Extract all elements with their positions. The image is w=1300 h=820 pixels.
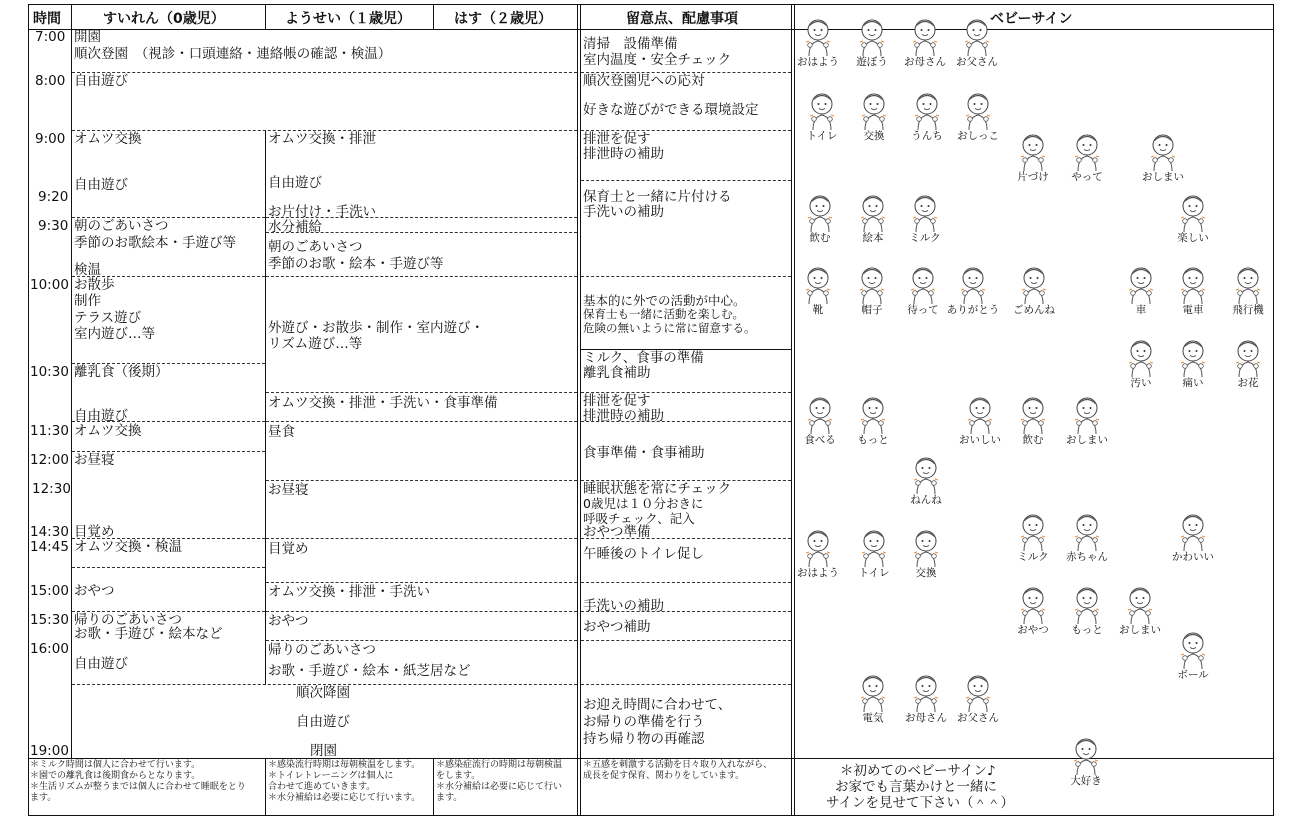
note-milk: ミルク、食事の準備 (583, 350, 704, 366)
time-1200: 12:00 (30, 452, 69, 468)
c0-craft: 制作 (74, 293, 101, 309)
baby-sign-label: ミルク (909, 232, 941, 244)
table-right-border (1273, 4, 1274, 815)
baby-sign-label: やって (1071, 171, 1103, 183)
baby-sign-label: お父さん (956, 56, 998, 68)
c0-songs: 季節のお歌絵本・手遊び等 (74, 235, 236, 251)
note-enjoy: 保育士も一緒に活動を楽しむ。 (583, 307, 744, 321)
baby-sign-figure-icon (854, 264, 890, 306)
baby-sign-label: おはよう (797, 567, 839, 579)
baby-sign-label: 車 (1135, 304, 1147, 316)
baby-sign-label: お花 (1237, 377, 1259, 389)
baby-sign-figure-icon (855, 672, 891, 714)
baby-sign-figure-icon (800, 16, 836, 58)
c1-wake: 目覚め (268, 541, 309, 557)
header-time: 時間 (33, 11, 61, 27)
baby-sign-figure-icon (960, 672, 996, 714)
note-weaning: 離乳食補助 (583, 365, 651, 381)
c0-walk: お散歩 (74, 277, 115, 293)
time-column-border (71, 4, 72, 758)
time-1600: 16:00 (30, 641, 69, 657)
c1-divider (266, 392, 577, 393)
baby-sign-label: 汚い (1130, 377, 1152, 389)
all-arrive: 順次登園 （視診・口頭連絡・連絡帳の確認・検温） (74, 46, 392, 62)
c1-divider (266, 611, 577, 612)
col0-col1-divider (265, 130, 266, 685)
baby-sign-figure-icon (955, 264, 991, 306)
baby-sign-label: おやつ (1017, 624, 1049, 636)
baby-sign-label: おしまい (1119, 624, 1161, 636)
baby-sign-figure-icon (1015, 584, 1051, 626)
footer-c2-4: ます。 (436, 793, 463, 803)
c1-divider (266, 421, 577, 422)
baby-sign-figure-icon (855, 394, 891, 436)
note-arrival: 順次登園児への応対 (583, 73, 705, 89)
table-top-border (28, 4, 1274, 5)
notes-divider (581, 180, 791, 181)
baby-sign-figure-icon (802, 394, 838, 436)
note-tidy: 保育士と一緒に片付ける (583, 189, 732, 205)
baby-sign-figure-icon (1122, 584, 1158, 626)
baby-sign-figure-icon (1123, 337, 1159, 379)
baby-sign-figure-icon (908, 454, 944, 496)
baby-sign-figure-icon (1069, 131, 1105, 173)
baby-sign-label: お母さん (904, 56, 946, 68)
baby-sign-figure-icon (909, 90, 945, 132)
note-ten-min: 0歳児は１０分おきに (583, 496, 704, 511)
baby-sign-figure-icon (856, 527, 892, 569)
header-bottom-border (28, 29, 1274, 30)
time-1430: 14:30 (30, 524, 69, 540)
footer-c1-3: 合わせて進めていきます。 (268, 782, 376, 792)
c1-songs-2: お歌・手遊び・絵本・紙芝居など (268, 663, 471, 679)
c1-diaper-3: オムツ交換・排泄・手洗い (268, 584, 430, 600)
note-breath: 呼吸チェック、記入 (583, 511, 695, 526)
c0-free-play-3: 自由遊び (74, 656, 128, 672)
col0-right-border (265, 4, 266, 30)
c1-divider (266, 640, 577, 641)
c1-nap: お昼寝 (268, 482, 309, 498)
baby-sign-label: 電車 (1182, 304, 1204, 316)
baby-sign-figure-icon (962, 394, 998, 436)
baby-sign-figure-icon (959, 16, 995, 58)
baby-sign-figure-icon (907, 16, 943, 58)
notes-divider (581, 276, 791, 277)
baby-sign-figure-icon (855, 192, 891, 234)
note-sleep-check: 睡眠状態を常にチェック (583, 481, 732, 497)
baby-sign-figure-icon (1068, 735, 1104, 777)
note-pickup: お迎え時間に合わせて、 (583, 697, 732, 713)
footer-c1-2: ＊トイレトレーニングは個人に (268, 771, 394, 781)
c1-outdoor: 外遊び・お散歩・制作・室内遊び・ (268, 320, 484, 336)
note-toilet-help-2: 排泄時の補助 (583, 408, 664, 424)
all-depart-free-play: 自由遊び (296, 714, 350, 730)
time-1445: 14:45 (30, 539, 69, 555)
baby-sign-figure-icon (1069, 584, 1105, 626)
footer-c0-3: ＊生活リズムが整うまでは個人に合わせて睡眠をとり (30, 782, 246, 792)
footer-notes-1: ＊五感を刺激する活動を日々取り入れながら、 (583, 760, 773, 770)
baby-sign-figure-icon (1015, 131, 1051, 173)
baby-sign-figure-icon (800, 264, 836, 306)
c0-terrace: テラス遊び (74, 310, 142, 326)
notes-left-border-2 (580, 4, 581, 815)
c1-greeting: 朝のごあいさつ (268, 239, 363, 255)
header-baby-sign: ベビーサイン (990, 11, 1073, 27)
note-meal: 食事準備・食事補助 (583, 445, 705, 461)
baby-sign-figure-icon (908, 527, 944, 569)
time-0920: 9:20 (38, 189, 69, 205)
baby-sign-label: 交換 (863, 130, 885, 142)
baby-sign-label: 飲む (809, 232, 831, 244)
c0-snack: おやつ (74, 583, 115, 599)
table-left-border (28, 4, 29, 815)
c0-indoor: 室内遊び…等 (74, 326, 155, 342)
time-0800: 8:00 (35, 73, 66, 89)
baby-sign-label: 楽しい (1177, 232, 1209, 244)
col1-right-border (433, 4, 434, 30)
c1-cleanup: お片付け・手洗い (268, 204, 376, 220)
c0-free-play: 自由遊び (74, 177, 128, 193)
baby-sign-label: 赤ちゃん (1066, 551, 1108, 563)
col0-right-border-lower (265, 758, 266, 815)
footer-c1-1: ＊感染流行時期は毎朝検温をします。 (268, 760, 421, 770)
baby-sign-label: 交換 (915, 567, 937, 579)
all-close: 閉園 (310, 743, 337, 759)
baby-sign-figure-icon (804, 90, 840, 132)
baby-sign-figure-icon (802, 192, 838, 234)
baby-sign-label: お母さん (905, 712, 947, 724)
c0-diaper: オムツ交換 (74, 131, 142, 147)
time-1030: 10:30 (30, 364, 69, 380)
note-safety: 危険の無いように常に留意する。 (583, 321, 756, 335)
note-prepare: お帰りの準備を行う (583, 714, 705, 730)
c0-songs-2: お歌・手遊び・絵本など (74, 626, 223, 642)
baby-sign-label: おしっこ (957, 130, 999, 142)
note-snack-prep: おやつ準備 (583, 524, 651, 540)
footer-c0-1: ＊ミルク時間は個人に合わせて行います。 (30, 760, 201, 770)
baby-sign-label: 遊ぼう (856, 56, 888, 68)
c1-goodbye: 帰りのごあいさつ (268, 642, 376, 658)
baby-sign-figure-icon (1145, 131, 1181, 173)
baby-sign-figure-icon (908, 672, 944, 714)
c0-free-play-2: 自由遊び (74, 408, 128, 424)
baby-sign-label: 痛い (1182, 377, 1204, 389)
c1-diaper: オムツ交換・排泄 (268, 131, 376, 147)
baby-sign-figure-icon (1175, 264, 1211, 306)
notes-left-border (577, 4, 578, 815)
note-snack-help: おやつ補助 (583, 619, 651, 635)
c0-weaning: 離乳食（後期） (74, 364, 169, 380)
baby-sign-label: うんち (911, 130, 943, 142)
header-notes: 留意点、配慮事項 (626, 11, 738, 27)
c1-rhythm: リズム遊び…等 (268, 336, 363, 352)
baby-sign-figure-icon (1230, 337, 1266, 379)
baby-sign-figure-icon (1015, 394, 1051, 436)
time-1130: 11:30 (30, 423, 69, 439)
c1-divider (266, 276, 577, 277)
baby-sign-figure-icon (1069, 394, 1105, 436)
baby-sign-figure-icon (960, 90, 996, 132)
baby-sign-label: トイレ (858, 567, 890, 579)
time-1000: 10:00 (30, 277, 69, 293)
baby-sign-label: 帽子 (861, 304, 883, 316)
baby-sign-label: おいしい (959, 434, 1001, 446)
note-cleaning: 清掃 設備準備 (583, 36, 678, 52)
c1-free-play: 自由遊び (268, 175, 322, 191)
note-toilet-2: 排泄を促す (583, 393, 651, 409)
footer-notes-2: 成長を促す保育、関わりをしています。 (583, 771, 745, 781)
note-handwash-2: 手洗いの補助 (583, 598, 664, 614)
all-free-play: 自由遊び (74, 73, 128, 89)
baby-sign-figure-icon (1175, 511, 1211, 553)
c0-wake: 目覚め (74, 524, 115, 540)
baby-sign-figure-icon (800, 527, 836, 569)
header-class-1: ようせい（１歳児） (285, 11, 411, 27)
baby-sign-label: 飲む (1022, 434, 1044, 446)
c0-divider (72, 567, 265, 568)
baby-sign-label: 靴 (812, 304, 824, 316)
notes-right-border (791, 4, 792, 815)
col1-right-border-lower (433, 758, 434, 815)
header-class-2: はす（２歳児） (454, 11, 552, 27)
baby-sign-label: おはよう (797, 56, 839, 68)
notes-divider (581, 684, 791, 685)
footer-sign-line2: お家でも言葉かけと一緒に (835, 779, 997, 795)
footer-c0-2: ＊園での離乳食は後期食からとなります。 (30, 771, 201, 781)
notes-divider (581, 640, 791, 641)
footer-c2-2: をします。 (436, 771, 481, 781)
c0-temperature: 検温 (74, 262, 101, 278)
c0-nap: お昼寝 (74, 452, 115, 468)
baby-sign-figure-icon (1069, 511, 1105, 553)
baby-sign-label: ありがとう (946, 304, 1000, 316)
baby-sign-label: 食べる (804, 434, 836, 446)
baby-sign-figure-icon (856, 90, 892, 132)
c0-divider (72, 72, 577, 73)
c0-goodbye: 帰りのごあいさつ (74, 612, 182, 628)
header-class-0: すいれん（0歳児） (103, 11, 225, 27)
note-toilet: 排泄を促す (583, 131, 651, 147)
baby-sign-figure-icon (907, 192, 943, 234)
footer-sign-line3: サインを見せて下さい（＾＾） (826, 795, 1015, 811)
baby-sign-figure-icon (1175, 629, 1211, 671)
c1-divider (266, 480, 577, 481)
footer-sign-title: ＊初めてのベビーサイン♪ (840, 763, 996, 779)
note-room-check: 室内温度・安全チェック (583, 52, 732, 68)
c1-diaper-2: オムツ交換・排泄・手洗い・食事準備 (268, 395, 498, 411)
footer-c1-4: ＊水分補給は必要に応じて行います。 (268, 793, 421, 803)
time-1230: 12:30 (32, 481, 71, 497)
baby-sign-label: 電気 (862, 712, 884, 724)
c0-diaper-temp: オムツ交換・検温 (74, 539, 182, 555)
baby-sign-label: かわいい (1172, 551, 1214, 563)
baby-sign-label: 大好き (1070, 775, 1102, 787)
baby-sign-figure-icon (1230, 264, 1266, 306)
baby-sign-label: ボール (1177, 669, 1209, 681)
all-depart: 順次降園 (296, 685, 350, 701)
table-bottom-border (28, 815, 1274, 816)
c1-divider (266, 582, 577, 583)
baby-sign-label: ねんね (910, 494, 942, 506)
baby-sign-label: おしまい (1066, 434, 1108, 446)
time-1900: 19:00 (30, 743, 69, 759)
baby-sign-figure-icon (1175, 192, 1211, 234)
baby-sign-figure-icon (1123, 264, 1159, 306)
baby-sign-figure-icon (1016, 264, 1052, 306)
baby-sign-figure-icon (1015, 511, 1051, 553)
time-1500: 15:00 (30, 583, 69, 599)
baby-sign-label: トイレ (806, 130, 838, 142)
footer-c2-3: ＊水分補給は必要に応じて行い (436, 782, 563, 792)
note-toilet-help: 排泄時の補助 (583, 146, 664, 162)
footer-c2-1: ＊感染症流行の時期は毎朝検温 (436, 760, 563, 770)
baby-sign-label: ミルク (1017, 551, 1049, 563)
time-0900: 9:00 (35, 131, 66, 147)
note-recheck: 持ち帰り物の再確認 (583, 731, 705, 747)
c1-snack: おやつ (268, 613, 309, 629)
c0-greeting: 朝のごあいさつ (74, 218, 169, 234)
all-open: 開園 (74, 29, 101, 45)
baby-sign-label: 待って (907, 304, 939, 316)
baby-sign-label: 飛行機 (1232, 304, 1264, 316)
baby-sign-figure-icon (854, 16, 890, 58)
baby-sign-label: お父さん (957, 712, 999, 724)
time-1530: 15:30 (30, 612, 69, 628)
c1-songs: 季節のお歌・絵本・手遊び等 (268, 256, 444, 272)
baby-sign-label: おしまい (1142, 171, 1184, 183)
time-0930: 9:30 (38, 218, 69, 234)
baby-sign-label: 絵本 (862, 232, 884, 244)
baby-sign-figure-icon (905, 264, 941, 306)
baby-sign-label: もっと (1071, 624, 1103, 636)
baby-sign-label: 片づけ (1017, 171, 1049, 183)
c1-divider (266, 538, 577, 539)
baby-sign-figure-icon (1175, 337, 1211, 379)
c0-diaper-2: オムツ交換 (74, 423, 142, 439)
note-outside: 基本的に外での活動が中心。 (583, 293, 746, 308)
notes-divider (581, 582, 791, 583)
footer-c0-4: ます。 (30, 793, 57, 803)
baby-sign-label: ごめんね (1013, 304, 1055, 316)
note-environment: 好きな遊びができる環境設定 (583, 102, 759, 118)
time-0700: 7:00 (35, 29, 66, 45)
c1-lunch: 昼食 (268, 424, 295, 440)
sign-left-border (794, 4, 795, 815)
baby-sign-label: もっと (857, 434, 889, 446)
note-handwash: 手洗いの補助 (583, 204, 664, 220)
note-after-nap: 午睡後のトイレ促し (583, 546, 704, 562)
c1-water: 水分補給 (268, 219, 322, 235)
